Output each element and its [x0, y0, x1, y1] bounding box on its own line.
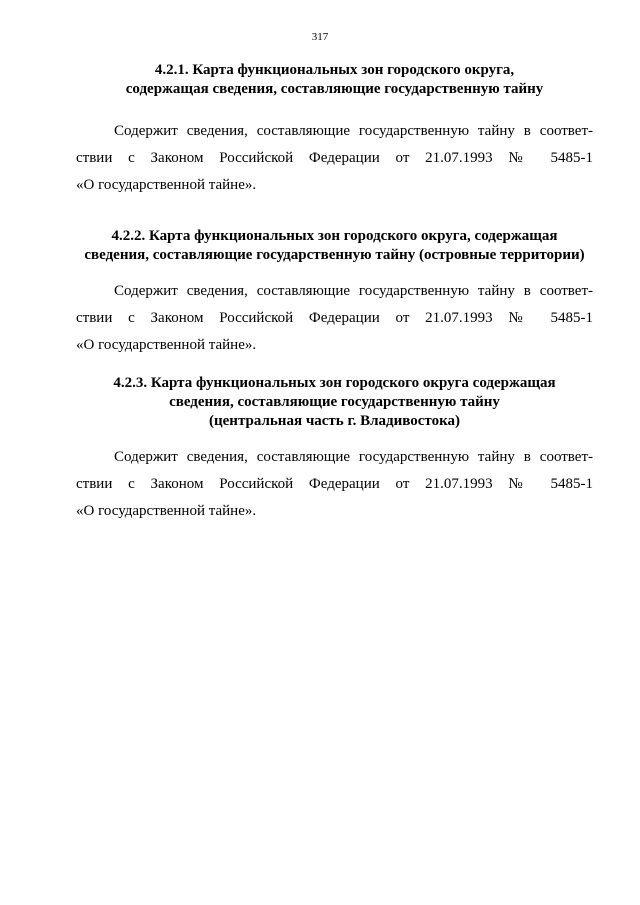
- section-paragraph: [76, 444, 593, 525]
- paragraph-line: «О государственной тайне».: [76, 177, 257, 193]
- section-paragraph: [76, 278, 593, 359]
- section-4-2-1: [76, 61, 593, 199]
- heading-line: (центральная часть г. Владивостока): [209, 413, 460, 429]
- paragraph-line: «О государственной тайне».: [76, 337, 257, 353]
- paragraph-line: Содержит сведения, составляющие государственную тайну в соответ-: [114, 449, 593, 465]
- section-4-2-2: [76, 227, 593, 359]
- section-paragraph: [76, 118, 593, 199]
- paragraph-line: ствии с Законом Российской Федерации от 21.07.1993 № 5485-1: [76, 150, 593, 166]
- section-4-2-3: [76, 374, 593, 525]
- heading-line: 4.2.2. Карта функциональных зон городского округа, содержащая: [111, 228, 558, 244]
- paragraph-line: Содержит сведения, составляющие государственную тайну в соответ-: [114, 123, 593, 139]
- heading-line: сведения, составляющие государственную тайну: [169, 394, 500, 410]
- page-number: 317: [311, 31, 329, 43]
- heading-line: сведения, составляющие государственную тайну (островные территории): [84, 247, 585, 263]
- paragraph-line: «О государственной тайне».: [76, 503, 257, 519]
- section-heading: [76, 374, 593, 431]
- heading-line: 4.2.3. Карта функциональных зон городского округа содержащая: [113, 375, 556, 391]
- section-heading: [76, 227, 593, 265]
- paragraph-line: ствии с Законом Российской Федерации от 21.07.1993 № 5485-1: [76, 476, 593, 492]
- heading-line: содержащая сведения, составляющие государственную тайну: [125, 81, 544, 97]
- paragraph-line: Содержит сведения, составляющие государственную тайну в соответ-: [114, 283, 593, 299]
- section-heading: [76, 61, 593, 99]
- paragraph-line: ствии с Законом Российской Федерации от 21.07.1993 № 5485-1: [76, 310, 593, 326]
- heading-line: 4.2.1. Карта функциональных зон городского округа,: [154, 62, 515, 78]
